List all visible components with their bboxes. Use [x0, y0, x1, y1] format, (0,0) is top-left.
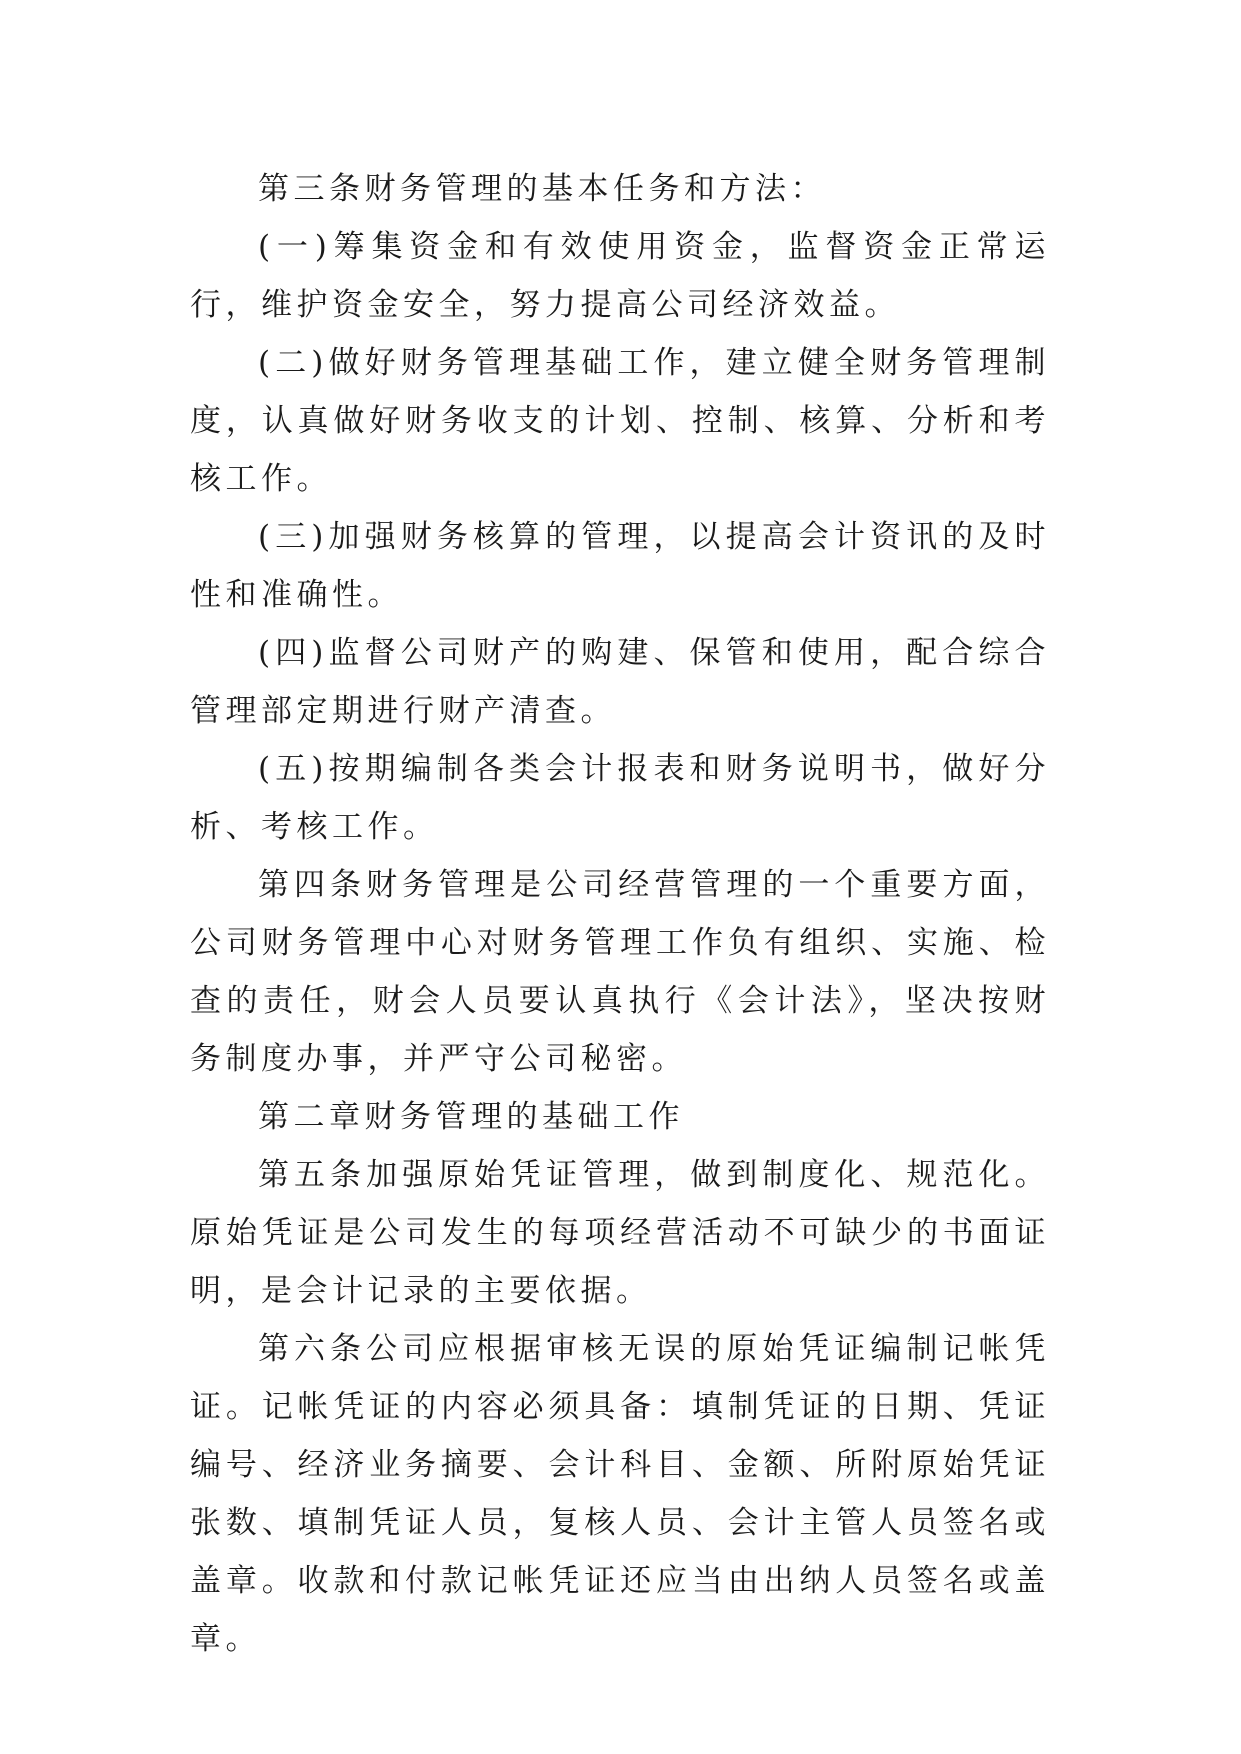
- paragraph-item-2: (二)做好财务管理基础工作，建立健全财务管理制度，认真做好财务收支的计划、控制、核算、分析和考核工作。: [190, 345, 1050, 497]
- paragraph-item-3: (三)加强财务核算的管理，以提高会计资讯的及时性和准确性。: [190, 519, 1050, 613]
- paragraph-article-3-title: 第三条财务管理的基本任务和方法：: [258, 171, 826, 207]
- paragraph-article-6: 第六条公司应根据审核无误的原始凭证编制记帐凭证。记帐凭证的内容必须具备：填制凭证的日期、凭证编号、经济业务摘要、会计科目、金额、所附原始凭证张数、填制凭证人员，复核人员、会计主管人员签名或盖章。收款和付款记帐凭证还应当由出纳人员签名或盖章。: [190, 1331, 1050, 1657]
- paragraph-article-4: 第四条财务管理是公司经营管理的一个重要方面，公司财务管理中心对财务管理工作负有组织、实施、检查的责任，财会人员要认真执行《会计法》，坚决按财务制度办事，并严守公司秘密。: [190, 867, 1050, 1077]
- chapter-2-heading: 第二章财务管理的基础工作: [258, 1099, 684, 1135]
- paragraph-article-5: 第五条加强原始凭证管理，做到制度化、规范化。原始凭证是公司发生的每项经营活动不可缺少的书面证明，是会计记录的主要依据。: [190, 1157, 1050, 1309]
- paragraph-item-1: (一)筹集资金和有效使用资金，监督资金正常运行，维护资金安全，努力提高公司经济效益。: [190, 229, 1050, 323]
- paragraph-item-4: (四)监督公司财产的购建、保管和使用，配合综合管理部定期进行财产清查。: [190, 635, 1050, 729]
- document-body: [190, 160, 1050, 1668]
- paragraph-item-5: (五)按期编制各类会计报表和财务说明书，做好分析、考核工作。: [190, 751, 1050, 845]
